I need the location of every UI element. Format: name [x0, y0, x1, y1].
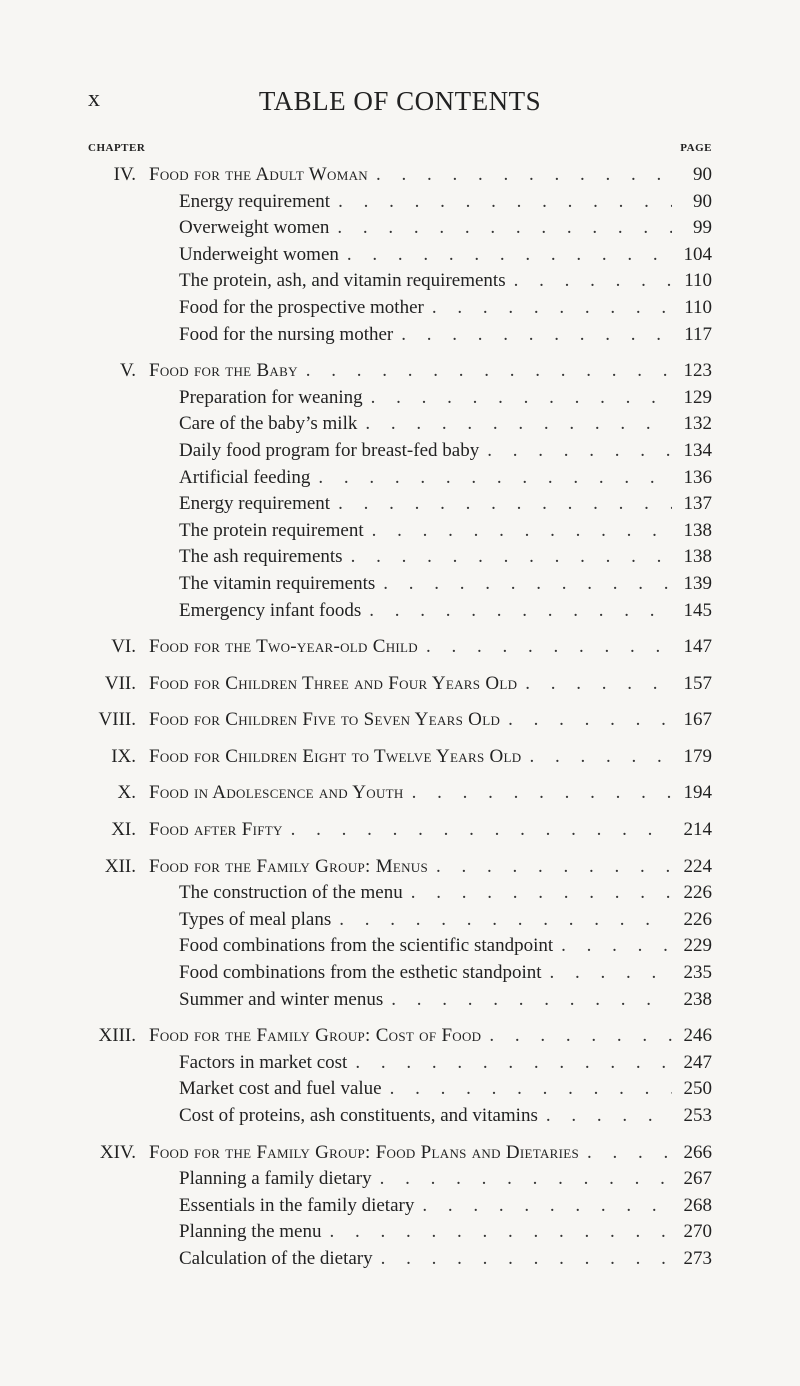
chapter-page-number: 214: [683, 819, 712, 841]
section-title: Summer and winter menus: [179, 988, 384, 1010]
section-title: The ash requirements: [179, 546, 343, 568]
chapter-row: [88, 1023, 712, 1050]
section-page-number: 268: [683, 1194, 712, 1216]
section-title: Essentials in the family dietary: [179, 1194, 415, 1216]
dot-leader: [361, 598, 672, 625]
section-page-number: 270: [683, 1221, 712, 1243]
section-row: [88, 295, 712, 322]
section-row: [88, 1166, 712, 1193]
dot-leader: [479, 438, 672, 465]
section-title: The vitamin requirements: [179, 572, 376, 594]
chapter-row: [88, 671, 712, 698]
chapter-number: VII.: [104, 672, 136, 694]
dot-leader: [298, 358, 672, 385]
section-page-number: 235: [683, 962, 712, 984]
chapter-title: Food for the Family Group: Menus: [149, 855, 429, 877]
section-row: [88, 960, 712, 987]
chapter-title: Food for the Family Group: Food Plans and Dietaries: [149, 1141, 579, 1163]
dot-leader: [521, 744, 672, 771]
chapter-entry: [88, 671, 712, 698]
dot-leader: [382, 1076, 672, 1103]
section-title: Food combinations from the esthetic standpoint: [179, 962, 542, 984]
dot-leader: [357, 411, 672, 438]
section-title: Food combinations from the scientific standpoint: [179, 935, 554, 957]
dot-leader: [393, 322, 672, 349]
dot-leader: [363, 385, 672, 412]
section-row: [88, 987, 712, 1014]
chapter-number: IV.: [113, 164, 136, 185]
chapter-page-number: 157: [683, 672, 712, 694]
chapter-number: XIII.: [98, 1025, 136, 1047]
section-title: Care of the baby’s milk: [179, 413, 358, 435]
chapter-entry: [88, 1140, 712, 1273]
section-title: Factors in market cost: [179, 1051, 348, 1073]
section-row: [88, 1050, 712, 1077]
section-title: Calculation of the dietary: [179, 1247, 373, 1269]
section-page-number: 139: [683, 572, 712, 594]
dot-leader: [375, 571, 672, 598]
section-page-number: 132: [683, 413, 712, 435]
chapter-number: VIII.: [98, 709, 136, 731]
chapter-page-number: 179: [683, 745, 712, 767]
chapter-page-number: 147: [683, 636, 712, 658]
dot-leader: [283, 817, 672, 844]
section-row: [88, 465, 712, 492]
chapter-entry: [88, 780, 712, 807]
section-row: [88, 491, 712, 518]
section-row: [88, 933, 712, 960]
dot-leader: [368, 162, 672, 189]
chapter-page-number: 167: [683, 709, 712, 731]
section-row: [88, 907, 712, 934]
chapter-row: [88, 817, 712, 844]
chapter-number: XIV.: [99, 1141, 136, 1163]
section-title: Planning the menu: [179, 1221, 322, 1243]
chapter-title: Food for the Baby: [149, 360, 298, 382]
chapter-entry: [88, 358, 712, 624]
chapter-title: Food for the Two-year-old Child: [149, 636, 418, 658]
section-page-number: 253: [683, 1105, 712, 1126]
section-row: [88, 438, 712, 465]
chapter-title: Food in Adolescence and Youth: [149, 782, 404, 804]
section-title: The construction of the menu: [179, 882, 403, 904]
section-page-number: 138: [683, 519, 712, 541]
page-folio: x: [88, 86, 100, 112]
dot-leader: [553, 933, 672, 960]
dot-leader: [403, 880, 672, 907]
section-row: [88, 411, 712, 438]
chapter-row: [88, 358, 712, 385]
chapter-number: X.: [117, 782, 136, 804]
section-page-number: 117: [684, 323, 712, 345]
dot-leader: [343, 544, 672, 571]
chapter-row: [88, 780, 712, 807]
dot-leader: [331, 907, 672, 934]
section-row: [88, 571, 712, 598]
section-row: [88, 215, 712, 242]
chapter-entry: [88, 634, 712, 661]
section-page-number: 134: [683, 439, 712, 461]
chapter-row: [88, 1140, 712, 1167]
dot-leader: [481, 1023, 672, 1050]
chapter-entry: [88, 854, 712, 1014]
section-row: [88, 1076, 712, 1103]
section-page-number: 110: [684, 296, 712, 318]
section-row: [88, 242, 712, 269]
section-title: Energy requirement: [179, 493, 331, 515]
dot-leader: [404, 780, 672, 807]
dot-leader: [579, 1140, 672, 1167]
dot-leader: [383, 987, 672, 1014]
chapter-number: IX.: [111, 745, 136, 767]
chapter-entry: [88, 707, 712, 734]
dot-leader: [517, 671, 672, 698]
chapter-row: [88, 854, 712, 881]
chapter-number: XII.: [104, 855, 136, 877]
dot-leader: [321, 1219, 672, 1246]
chapter-entry: [88, 1023, 712, 1129]
section-row: [88, 1246, 712, 1273]
section-title: Daily food program for breast-fed baby: [179, 439, 480, 461]
section-page-number: 99: [693, 217, 712, 239]
section-title: Food for the prospective mother: [179, 296, 424, 318]
section-page-number: 238: [683, 988, 712, 1010]
dot-leader: [424, 295, 672, 322]
section-row: [88, 598, 712, 625]
dot-leader: [364, 518, 672, 545]
chapter-title: Food after Fifty: [149, 819, 283, 841]
chapter-title: Food for Children Three and Four Years Old: [149, 672, 518, 694]
section-row: [88, 518, 712, 545]
chapter-number: XI.: [111, 819, 136, 841]
dot-leader: [414, 1193, 672, 1220]
chapter-page-number: 224: [683, 855, 712, 877]
chapter-number: VI.: [111, 636, 136, 658]
chapter-title: Food for the Adult Woman: [149, 164, 368, 185]
section-page-number: 110: [684, 270, 712, 292]
section-title: Artificial feeding: [179, 466, 311, 488]
chapter-row: [88, 634, 712, 661]
section-page-number: 247: [683, 1051, 712, 1073]
chapter-page-number: 266: [683, 1141, 712, 1163]
dot-leader: [347, 1050, 672, 1077]
section-page-number: 145: [683, 599, 712, 621]
section-title: Energy requirement: [179, 190, 331, 212]
page-column-heading: PAGE: [680, 142, 712, 154]
section-page-number: 138: [683, 546, 712, 568]
dot-leader: [329, 215, 672, 242]
chapter-page-number: 123: [683, 360, 712, 382]
dot-leader: [506, 268, 672, 295]
section-page-number: 226: [683, 882, 712, 904]
section-row: [88, 385, 712, 412]
chapter-title: Food for the Family Group: Cost of Food: [149, 1025, 482, 1047]
section-page-number: 104: [683, 243, 712, 265]
dot-leader: [538, 1103, 672, 1130]
dot-leader: [310, 465, 672, 492]
chapter-number: V.: [119, 360, 136, 382]
section-title: Planning a family dietary: [179, 1168, 372, 1190]
section-page-number: 226: [683, 908, 712, 930]
section-title: Preparation for weaning: [179, 386, 363, 408]
page-title: TABLE OF CONTENTS: [258, 86, 542, 116]
section-row: [88, 880, 712, 907]
dot-leader: [339, 242, 672, 269]
section-title: Food for the nursing mother: [179, 323, 394, 345]
chapter-title: Food for Children Five to Seven Years Old: [149, 709, 501, 731]
section-page-number: 136: [683, 466, 712, 488]
section-page-number: 129: [683, 386, 712, 408]
section-row: [88, 1219, 712, 1246]
section-row: [88, 1103, 712, 1130]
dot-leader: [428, 854, 672, 881]
section-title: Market cost and fuel value: [179, 1078, 382, 1100]
section-title: Types of meal plans: [179, 908, 332, 930]
section-row: [88, 544, 712, 571]
section-page-number: 229: [683, 935, 712, 957]
dot-leader: [542, 960, 672, 987]
section-title: The protein requirement: [179, 519, 364, 541]
chapter-entry: [88, 162, 712, 348]
chapter-entry: [88, 817, 712, 844]
dot-leader: [418, 634, 672, 661]
chapter-page-number: 90: [693, 164, 712, 185]
section-title: Underweight women: [179, 243, 339, 265]
chapter-row: [88, 707, 712, 734]
dot-leader: [500, 707, 672, 734]
dot-leader: [330, 189, 672, 216]
chapter-title: Food for Children Eight to Twelve Years Old: [149, 745, 522, 767]
chapter-row: [88, 162, 712, 189]
section-title: Cost of proteins, ash constituents, and vitamins: [179, 1105, 538, 1126]
section-title: Overweight women: [179, 217, 330, 239]
section-page-number: 250: [683, 1078, 712, 1100]
section-row: [88, 189, 712, 216]
chapter-page-number: 194: [683, 782, 712, 804]
section-page-number: 267: [683, 1168, 712, 1190]
column-headings: [88, 142, 712, 154]
dot-leader: [330, 491, 672, 518]
chapter-entry: [88, 744, 712, 771]
section-page-number: 273: [683, 1247, 712, 1269]
chapter-page-number: 246: [683, 1025, 712, 1047]
dot-leader: [372, 1166, 672, 1193]
section-row: [88, 268, 712, 295]
dot-leader: [373, 1246, 672, 1273]
section-page-number: 137: [683, 493, 712, 515]
chapter-column-heading: CHAPTER: [88, 142, 146, 154]
section-title: Emergency infant foods: [179, 599, 362, 621]
running-head: [0, 86, 800, 126]
section-row: [88, 1193, 712, 1220]
section-page-number: 90: [693, 190, 712, 212]
table-of-contents: [88, 162, 712, 1283]
chapter-row: [88, 744, 712, 771]
section-row: [88, 322, 712, 349]
section-title: The protein, ash, and vitamin requirements: [179, 270, 506, 292]
